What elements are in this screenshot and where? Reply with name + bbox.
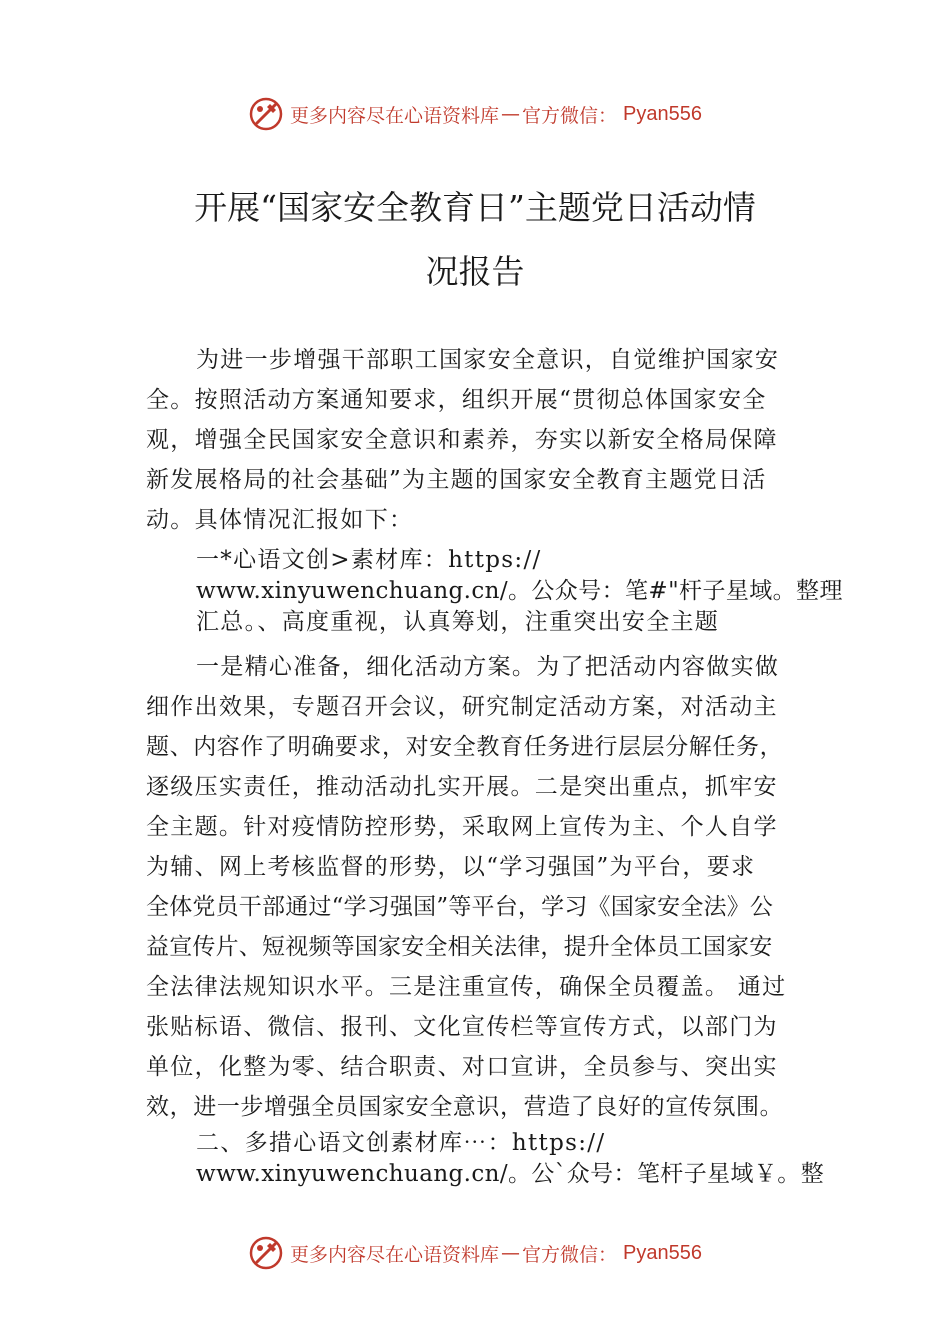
body-line: 全主题。针对疫情防控形势，采取网上宣传为主、个人自学 bbox=[146, 814, 778, 840]
body-line: 为辅、网上考核监督的形势，以“学习强国”为平台，要求 bbox=[146, 854, 756, 880]
body-line: 逐级压实责任，推动活动扎实开展。二是突出重点，抓牢安 bbox=[146, 774, 778, 800]
body-line: 为进一步增强干部职工国家安全意识，自觉维护国家安 bbox=[196, 347, 780, 373]
body-line: 新发展格局的社会基础”为主题的国家安全教育主题党日活 bbox=[146, 467, 767, 493]
document-title-line-2: 况报告 bbox=[425, 252, 525, 291]
document-title-line-1: 开展“国家安全教育日”主题党日活动情 bbox=[194, 188, 756, 227]
body-line: 单位，化整为零、结合职责、对口宣讲，全员参与、突出实 bbox=[146, 1054, 778, 1080]
body-line: 全体党员干部通过“学习强国”等平台，学习《国家安全法》公 bbox=[146, 894, 774, 920]
body-line: 效，进一步增强全员国家安全意识，营造了良好的宣传氛围。 bbox=[146, 1094, 784, 1120]
footer-brand-text: 更多内容尽在心语资料库 bbox=[290, 1243, 500, 1266]
brand-logo-icon bbox=[248, 1235, 284, 1271]
body-line: 汇总。、高度重视，认真筹划，注重突出安全主题 bbox=[196, 609, 720, 635]
header-wechat-label: 官方微信： bbox=[522, 104, 618, 127]
body-line: 全。按照活动方案通知要求，组织开展“贯彻总体国家安全 bbox=[146, 387, 767, 413]
header-banner bbox=[0, 94, 950, 134]
header-wechat-id: Pyan556 bbox=[623, 102, 702, 125]
header-brand-text: 更多内容尽在心语资料库 bbox=[290, 104, 500, 127]
footer-wechat-id: Pyan556 bbox=[623, 1241, 702, 1264]
brand-logo-icon bbox=[248, 96, 284, 132]
body-line: 张贴标语、微信、报刊、文化宣传栏等宣传方式，以部门为 bbox=[146, 1014, 778, 1040]
header-separator: — bbox=[501, 103, 521, 125]
body-line: 题、内容作了明确要求，对安全教育任务进行层层分解任务， bbox=[146, 734, 784, 760]
body-line: 一*心语文创>素材库：https:// bbox=[196, 547, 542, 573]
body-line: 全法律法规知识水平。三是注重宣传，确保全员覆盖。 通过 bbox=[146, 974, 787, 1000]
body-line: www.xinyuwenchuang.cn/。公`众号：笔杆子星域￥。整 bbox=[196, 1161, 825, 1187]
footer-banner bbox=[0, 1233, 950, 1273]
body-line: 益宣传片、短视频等国家安全相关法律，提升全体员工国家安 bbox=[146, 934, 773, 960]
footer-wechat-label: 官方微信： bbox=[522, 1243, 618, 1266]
body-line: 动。具体情况汇报如下： bbox=[146, 507, 414, 533]
body-line: www.xinyuwenchuang.cn/。公众号：笔#"杆子星域。整理 bbox=[196, 578, 843, 604]
body-line: 二、多措心语文创素材库⋯：https:// bbox=[196, 1130, 606, 1156]
footer-separator: — bbox=[501, 1242, 521, 1264]
body-line: 观，增强全民国家安全意识和素养，夯实以新安全格局保障 bbox=[146, 427, 778, 453]
body-line: 一是精心准备，细化活动方案。为了把活动内容做实做 bbox=[196, 654, 780, 680]
body-line: 细作出效果，专题召开会议，研究制定活动方案，对活动主 bbox=[146, 694, 778, 720]
